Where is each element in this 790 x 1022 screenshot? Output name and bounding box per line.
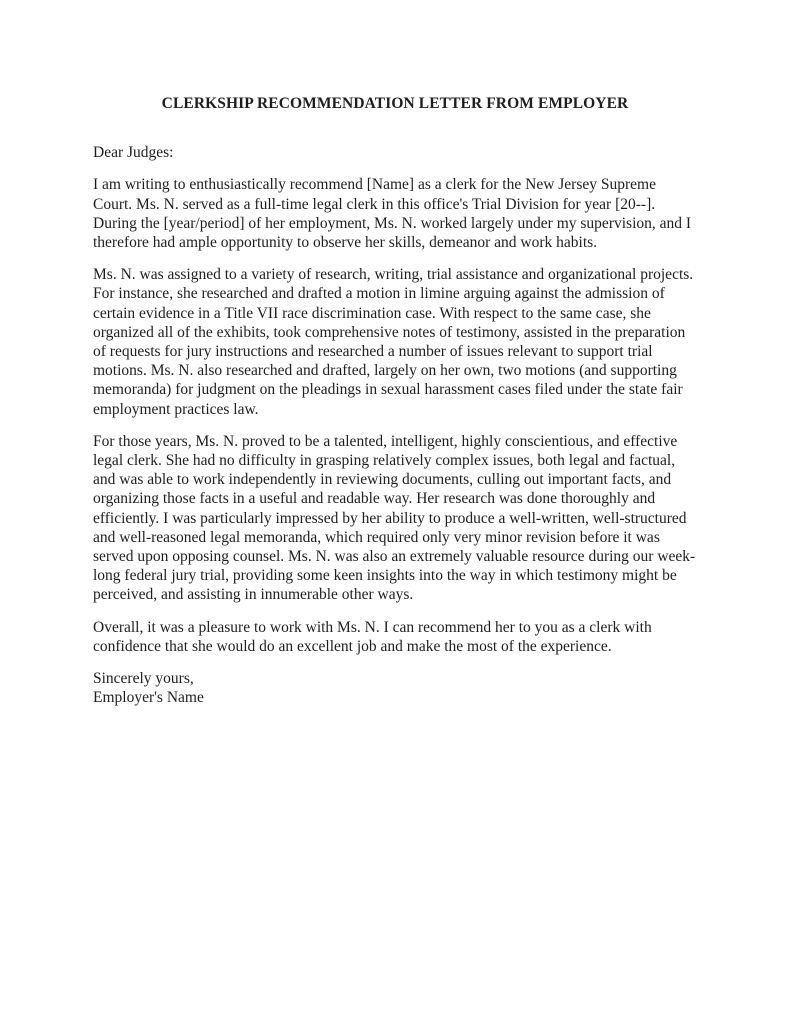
letter-paragraph-conclusion: Overall, it was a pleasure to work with Ms. N. I can recommend her to you as a clerk with confidence that she would do an excellent job and make the most of the experience. [93, 618, 652, 655]
letter-paragraph-evaluation: For those years, Ms. N. proved to be a talented, intelligent, highly conscientious, and effective legal clerk. She had no difficulty in grasping relatively complex issues, both legal and factual, and was able to work independently in reviewing documents, culling out important facts, and organizing those facts in a useful and readable way. Her research was done thoroughly and efficiently. I was particularly impressed by her ability to produce a well-written, well-structured and well-reasoned legal memoranda, which required only very minor revision before it was served upon opposing counsel. Ms. N. was also an extremely valuable resource during our week-long federal jury trial, providing some keen insights into the way in which testimony might be perceived, and assisting in innumerable other ways. [93, 432, 696, 604]
letter-closing-block [93, 669, 697, 707]
letter-salutation: Dear Judges: [93, 144, 174, 162]
letter-signature-name: Employer's Name [93, 689, 204, 707]
letter-paragraph-assignments: Ms. N. was assigned to a variety of research, writing, trial assistance and organizational projects. For instance, she researched and drafted a motion in limine arguing against the admission of certain evidence in a Title VII race discrimination case. With respect to the same case, she organized all of the exhibits, took comprehensive notes of testimony, assisted in the preparation of requests for jury instructions and researched a number of issues relevant to support trial motions. Ms. N. also researched and drafted, largely on her own, two motions (and supporting memoranda) for judgment on the pleadings in sexual harassment cases filed under the state fair employment practices law. [93, 266, 694, 418]
letter-title: CLERKSHIP RECOMMENDATION LETTER FROM EMPLOYER [161, 95, 629, 112]
letter-closing: Sincerely yours, [93, 670, 194, 688]
letter-paragraph-introduction: I am writing to enthusiastically recommend [Name] as a clerk for the New Jersey Supreme Court. Ms. N. served as a full-time legal clerk in this office's Trial Division for year [20--]. During the [year/period] of her employment, Ms. N. worked largely under my supervision, and I therefore had ample opportunity to observe her skills, demeanor and work habits. [93, 176, 692, 252]
